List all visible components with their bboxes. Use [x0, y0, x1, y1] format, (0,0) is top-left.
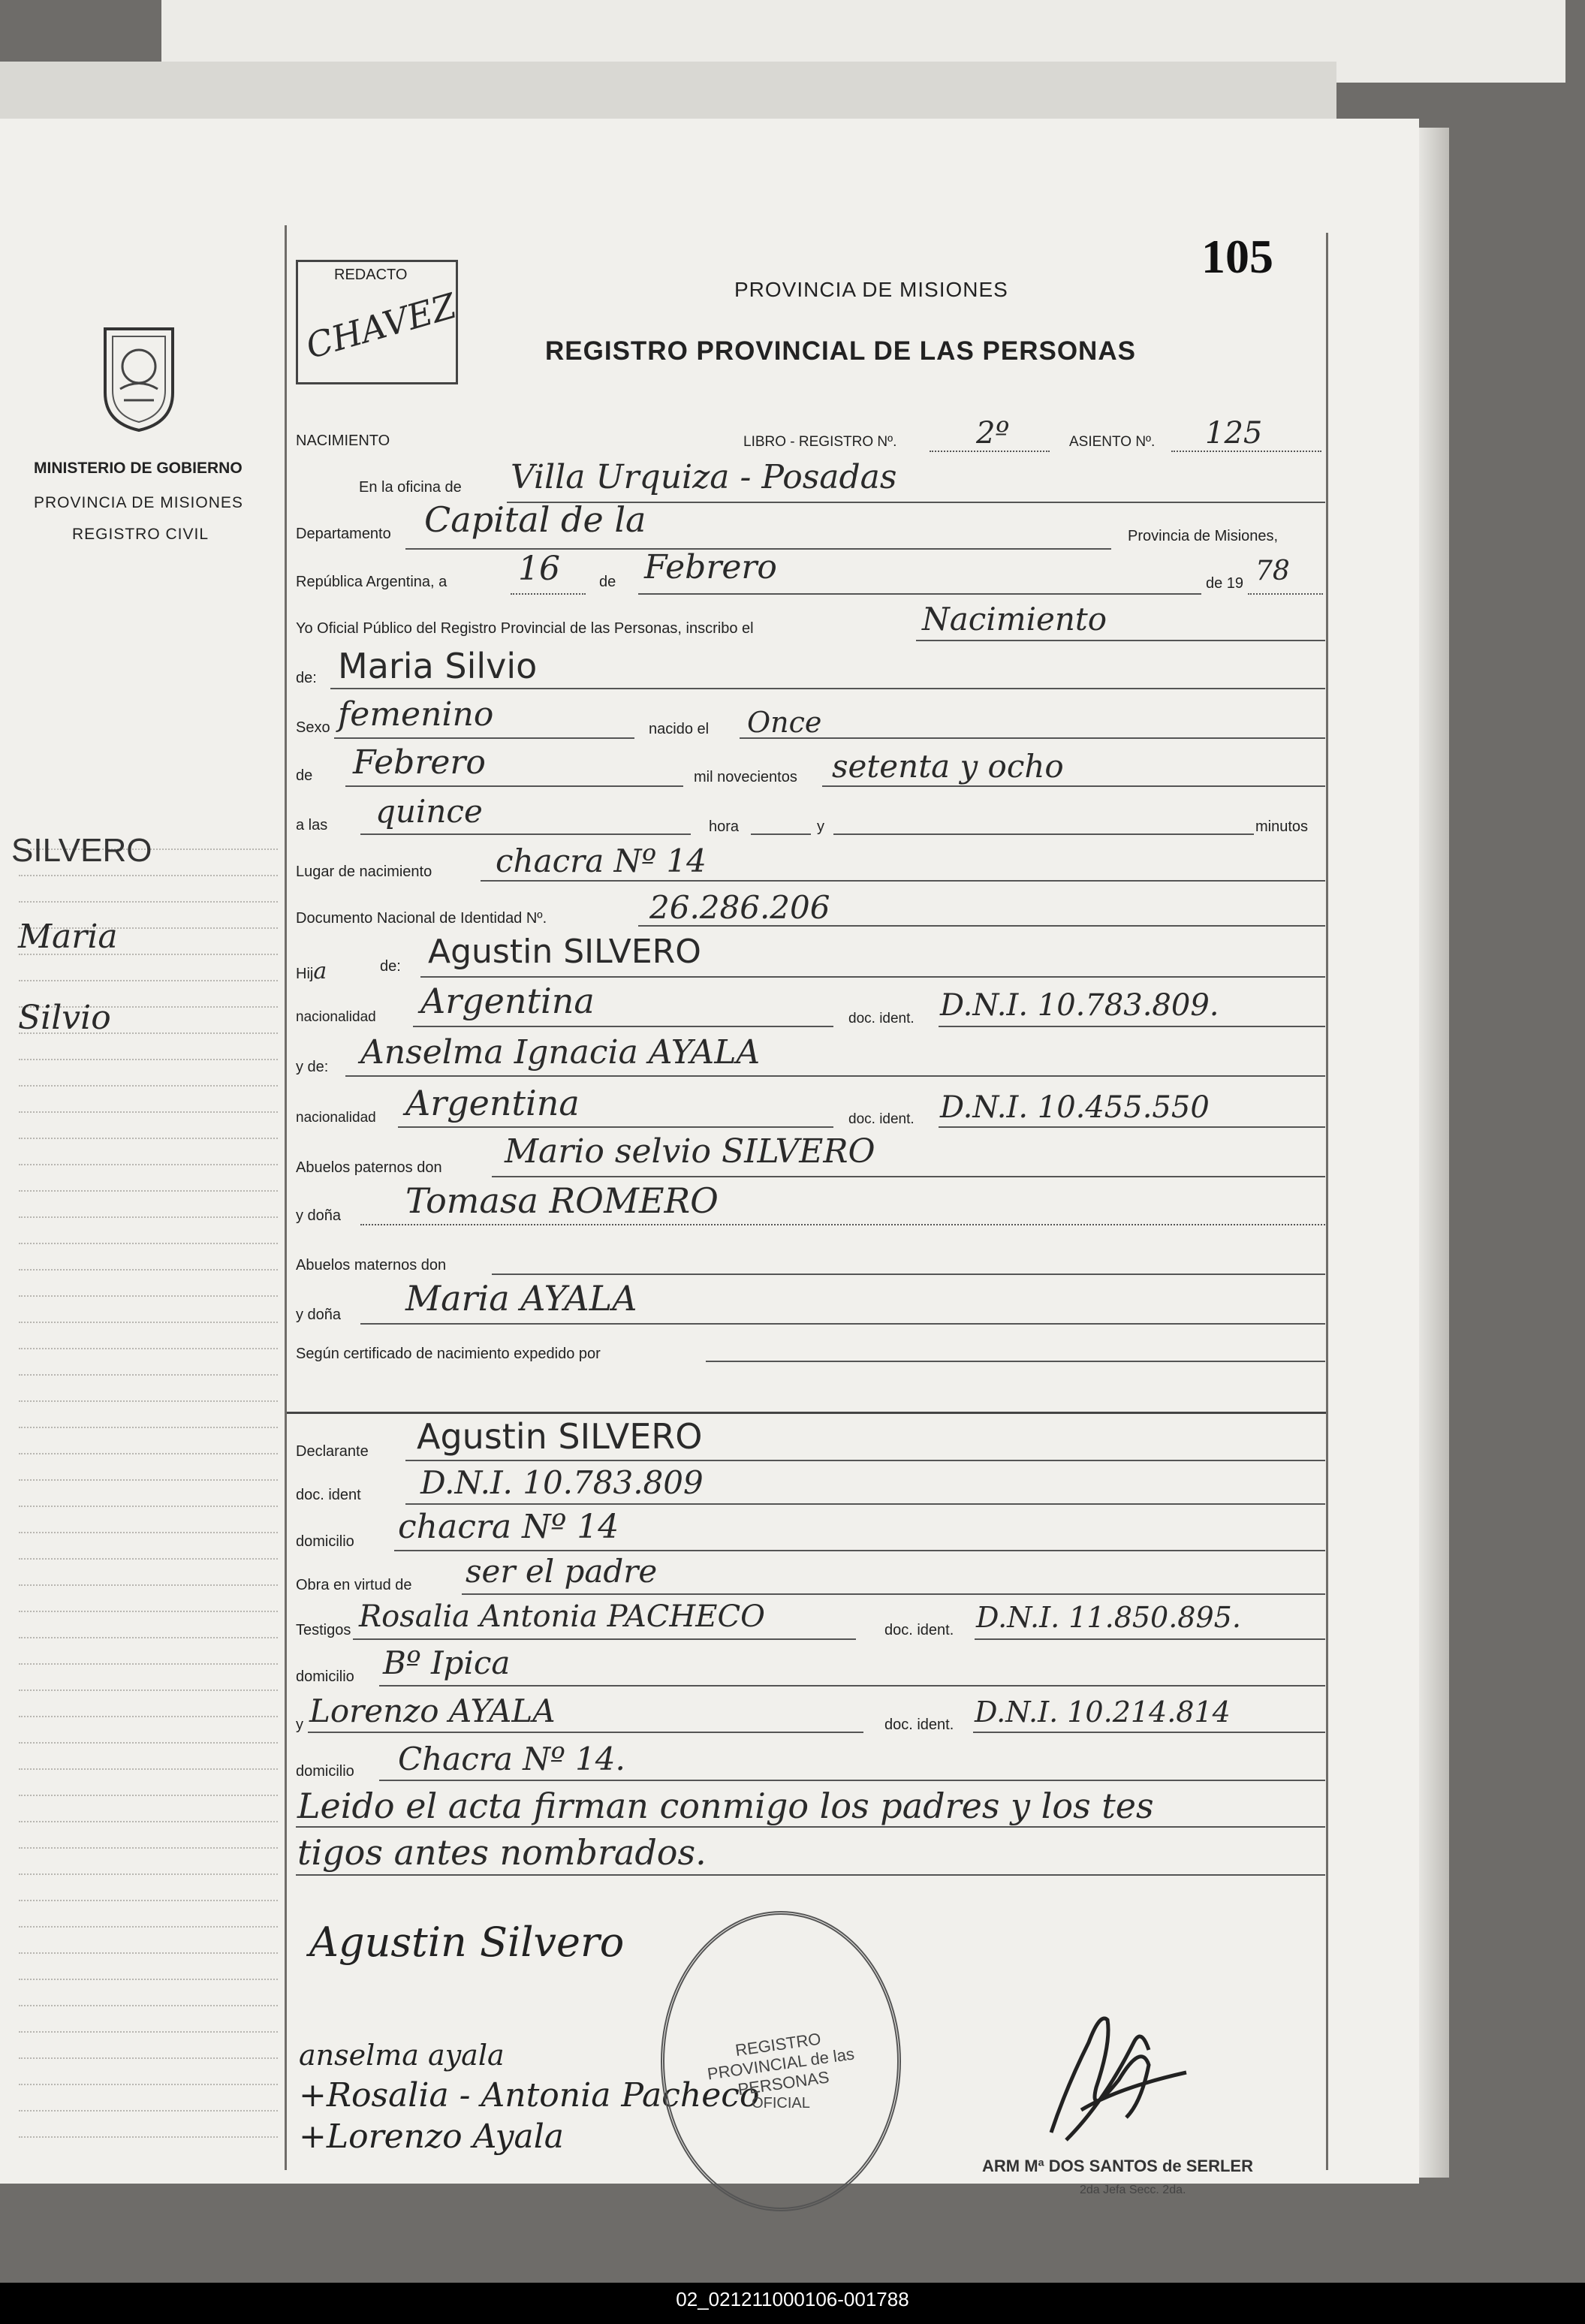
oficial-line: [916, 640, 1325, 641]
doc-ident-label: doc. ident.: [848, 1011, 915, 1026]
closing-line-1: Leido el acta firman conmigo los padres y los tes: [297, 1786, 1154, 1826]
declarante-value: Agustin SILVERO: [417, 1416, 703, 1457]
abuelos-maternos-label: Abuelos maternos don: [296, 1257, 447, 1274]
testigo2-doc-label: doc. ident.: [884, 1717, 954, 1733]
testigo2-doc: D.N.I. 10.214.814: [975, 1696, 1231, 1729]
nacido-line: [740, 737, 1325, 739]
margin-ruled-line: [19, 1269, 278, 1271]
domicilio-label-t2: domicilio: [296, 1763, 354, 1780]
madre-line: [345, 1075, 1325, 1077]
margin-ruled-line: [19, 1085, 278, 1087]
libro-value: 2º: [976, 416, 1010, 451]
sexo-line: [334, 737, 634, 739]
domicilio-label: domicilio: [296, 1533, 354, 1550]
signature-rosalia: +Rosalia - Antonia Pacheco: [299, 2076, 760, 2115]
margin-ruled-line: [19, 1479, 278, 1481]
republica-label: República Argentina, a: [296, 574, 447, 590]
declarante-doc-label: doc. ident: [296, 1487, 361, 1503]
abuela-materna-value: Maria AYALA: [405, 1278, 637, 1319]
testigo2-value: Lorenzo AYALA: [309, 1693, 556, 1729]
nacionalidad-label: nacionalidad: [296, 1009, 376, 1025]
lugar-line: [481, 880, 1325, 882]
lugar-value: chacra Nº 14: [496, 842, 707, 879]
madre-doc-line: [939, 1126, 1325, 1128]
segun-line: [706, 1361, 1325, 1362]
margin-ruled-line: [19, 1558, 278, 1560]
margin-ruled-line: [19, 1926, 278, 1928]
nacionalidad-label-2: nacionalidad: [296, 1110, 376, 1126]
hora-line: [360, 833, 691, 835]
ministry-line3: REGISTRO CIVIL: [72, 526, 209, 543]
alas-label: a las: [296, 817, 328, 833]
anio-line: [1248, 593, 1323, 595]
ydona-label-2: y doña: [296, 1307, 342, 1323]
margin-ruled-line: [19, 1138, 278, 1139]
minutos-label: minutos: [1255, 818, 1309, 835]
officer-name: ARM Mª DOS SANTOS de SERLER: [982, 2157, 1253, 2175]
ministry-line2: PROVINCIA DE MISIONES: [34, 494, 243, 511]
ydona-label: y doña: [296, 1207, 342, 1224]
abuela-paterna-value: Tomasa ROMERO: [405, 1180, 719, 1221]
segun-label: Según certificado de nacimiento expedido por: [296, 1346, 601, 1362]
margin-ruled-line: [19, 1059, 278, 1060]
obra-line: [462, 1593, 1325, 1595]
abuelos-paternos-label: Abuelos paternos don: [296, 1159, 442, 1176]
nombre-value: Maria Silvio: [338, 646, 538, 686]
official-seal: [661, 1911, 901, 2211]
dni-line: [638, 925, 1325, 927]
margin-ruled-line: [19, 1295, 278, 1297]
madre-nacionalidad: Argentina: [405, 1083, 580, 1123]
domicilio-value: chacra Nº 14: [398, 1508, 619, 1546]
section-separator: [287, 1412, 1326, 1414]
margin-ruled-line: [19, 1374, 278, 1376]
margin-ruled-line: [19, 1427, 278, 1428]
mes-line: [638, 593, 1201, 595]
lugar-label: Lugar de nacimiento: [296, 864, 432, 880]
asiento-line: [1171, 451, 1321, 452]
padre-line: [420, 976, 1325, 978]
margin-surname: SILVERO: [11, 832, 152, 869]
margin-ruled-line: [19, 1716, 278, 1717]
testigo2-doc-line: [973, 1732, 1325, 1733]
domicilio-label-t1: domicilio: [296, 1668, 354, 1685]
margin-ruled-line: [19, 1952, 278, 1954]
doc-ident-label-2: doc. ident.: [848, 1111, 915, 1127]
margin-ruled-line: [19, 1795, 278, 1796]
mes-nac-value: Febrero: [353, 743, 486, 782]
margin-ruled-line: [19, 1400, 278, 1402]
anio-nac-line: [822, 785, 1325, 787]
testigos-label: Testigos: [296, 1622, 351, 1638]
dni-value: 26.286.206: [649, 889, 830, 926]
testigo1-dom-line: [379, 1685, 1325, 1686]
testigo2-line: [308, 1732, 863, 1733]
dia-line: [511, 593, 586, 595]
asiento-label: ASIENTO Nº.: [1069, 434, 1156, 450]
de-label-2: de:: [296, 670, 317, 686]
closing-line-2-rule: [296, 1874, 1325, 1876]
crest-emblem: [90, 321, 188, 434]
nombre-line: [330, 688, 1325, 689]
margin-ruled-line: [19, 1663, 278, 1665]
declarante-label: Declarante: [296, 1443, 369, 1460]
margin-ruled-line: [19, 2084, 278, 2085]
margin-ruled-line: [19, 1821, 278, 1822]
hora-minutes-line: [751, 833, 811, 835]
de-label: de: [599, 574, 616, 590]
sexo-value: femenino: [338, 695, 494, 734]
margin-ruled-line: [19, 1873, 278, 1875]
padre-value: Agustin SILVERO: [428, 933, 701, 971]
testigo1-value: Rosalia Antonia PACHECO: [359, 1599, 765, 1634]
margin-ruled-line: [19, 2110, 278, 2111]
margin-ruled-line: [19, 980, 278, 981]
oficina-value: Villa Urquiza - Posadas: [511, 458, 897, 496]
declarante-line: [405, 1460, 1325, 1461]
margin-ruled-line: [19, 1348, 278, 1349]
hijo-de-label: de:: [380, 958, 401, 975]
abuela-paterna-line: [360, 1224, 1325, 1225]
seal-ring-text: REGISTRO PROVINCIAL de las PERSONAS: [706, 2029, 856, 2099]
margin-ruled-line: [19, 1900, 278, 1901]
seal-inner-text: OFICIAL: [752, 2095, 810, 2111]
margin-ruled-line: [19, 2057, 278, 2059]
anio-nac-value: setenta y ocho: [832, 748, 1064, 785]
provincia-label: Provincia de Misiones,: [1128, 528, 1279, 544]
margin-ruled-line: [19, 1979, 278, 1980]
dni-label: Documento Nacional de Identidad Nº.: [296, 910, 547, 927]
padre-nac-line: [413, 1026, 833, 1027]
margin-ruled-line: [19, 1322, 278, 1323]
margin-ruled-line: [19, 1164, 278, 1165]
nacido-value: Once: [747, 706, 822, 739]
departamento-value: Capital de la: [424, 499, 646, 540]
margin-ruled-line: [19, 1111, 278, 1113]
madre-doc: D.N.I. 10.455.550: [940, 1090, 1210, 1125]
dia-value: 16: [518, 550, 560, 588]
hijo-label: [296, 958, 327, 984]
registry-title: REGISTRO PROVINCIAL DE LAS PERSONAS: [545, 336, 1136, 366]
margin-ruled-line: [19, 1190, 278, 1192]
testigo2-domicilio: Chacra Nº 14.: [398, 1741, 625, 1777]
signature-lorenzo: +Lorenzo Ayala: [299, 2118, 565, 2156]
closing-line-1-rule: [296, 1826, 1325, 1828]
margin-ruled-line: [19, 901, 278, 903]
margin-ruled-line: [19, 1611, 278, 1612]
oficial-value: Nacimiento: [922, 601, 1107, 638]
padre-nacionalidad: Argentina: [420, 981, 595, 1021]
y-label-testigo: y: [296, 1717, 303, 1733]
margin-rule: [285, 225, 287, 2170]
right-rule: [1326, 233, 1328, 2170]
hijo-suffix: a: [313, 958, 327, 984]
de-label-3: de: [296, 767, 313, 784]
margin-ruled-line: [19, 2005, 278, 2006]
abuelo-paterno-line: [492, 1176, 1325, 1177]
obra-label: Obra en virtud de: [296, 1577, 412, 1593]
testigo1-doc-line: [975, 1638, 1325, 1640]
oficial-label: Yo Oficial Público del Registro Provincial de las Personas, inscribo el: [296, 620, 754, 637]
mes-nac-line: [345, 785, 683, 787]
libro-line: [930, 451, 1050, 452]
margin-ruled-line: [19, 875, 278, 876]
declarante-doc-line: [405, 1503, 1325, 1505]
margin-ruled-line: [19, 1689, 278, 1691]
hora-value: quince: [375, 793, 483, 830]
footer-filename: 02_021211000106-001788: [676, 2288, 909, 2310]
officer-signature-mark: [1036, 1997, 1201, 2159]
madre-value: Anselma Ignacia AYALA: [360, 1033, 761, 1072]
domicilio-line: [394, 1550, 1325, 1551]
page-number: 105: [1201, 230, 1273, 283]
declarante-doc-value: D.N.I. 10.783.809: [420, 1464, 704, 1501]
margin-ruled-line: [19, 1532, 278, 1533]
abuelo-paterno-value: Mario selvio SILVERO: [505, 1132, 875, 1171]
abuelo-materno-line: [492, 1274, 1325, 1275]
nacido-label: nacido el: [649, 721, 710, 737]
madre-nac-line: [398, 1126, 833, 1128]
margin-ruled-line: [19, 1453, 278, 1454]
margin-ruled-line: [19, 2136, 278, 2138]
province-heading: PROVINCIA DE MISIONES: [734, 278, 1008, 301]
ministry-line1: MINISTERIO DE GOBIERNO: [34, 460, 243, 477]
sexo-label: Sexo: [296, 719, 330, 736]
hora-label: hora: [709, 818, 740, 835]
margin-ruled-line: [19, 1506, 278, 1507]
officer-title: 2da Jefa Secc. 2da.: [1080, 2184, 1186, 2196]
asiento-value: 125: [1205, 416, 1263, 451]
mil-label: mil novecientos: [694, 769, 797, 785]
obra-value: ser el padre: [466, 1553, 658, 1590]
departamento-label: Departamento: [296, 526, 391, 542]
margin-name2: Silvio: [18, 999, 111, 1037]
book-edge: [0, 62, 1336, 124]
margin-ruled-line: [19, 1847, 278, 1849]
yde-label: y de:: [296, 1059, 329, 1075]
minutos-line: [833, 833, 1254, 835]
testigo1-doc: D.N.I. 11.850.895.: [976, 1601, 1241, 1634]
closing-line-2: tigos antes nombrados.: [297, 1832, 707, 1873]
redacto-name: CHAVEZ: [301, 285, 461, 367]
libro-label: LIBRO - REGISTRO Nº.: [743, 434, 897, 450]
hijo-label-text: Hij: [296, 966, 314, 982]
testigo1-line: [353, 1638, 856, 1640]
mes-value: Febrero: [644, 548, 777, 586]
padre-doc: D.N.I. 10.783.809.: [940, 988, 1219, 1023]
margin-ruled-line: [19, 1216, 278, 1218]
anio-label: de 19: [1206, 575, 1244, 592]
testigo1-domicilio: Bº Ipica: [383, 1644, 511, 1681]
redacto-label: REDACTO: [334, 267, 408, 283]
signature-anselma: anselma ayala: [299, 2039, 505, 2072]
margin-ruled-line: [19, 1768, 278, 1770]
signature-agustin: Agustin Silvero: [309, 1919, 625, 1966]
nacimiento-label: NACIMIENTO: [296, 433, 390, 449]
testigo1-doc-label: doc. ident.: [884, 1622, 954, 1638]
margin-ruled-line: [19, 1243, 278, 1244]
testigo2-dom-line: [379, 1780, 1325, 1781]
margin-ruled-line: [19, 1637, 278, 1638]
anio-value: 78: [1255, 556, 1290, 586]
margin-ruled-line: [19, 2031, 278, 2033]
margin-ruled-line: [19, 1584, 278, 1586]
abuela-materna-line: [360, 1323, 1325, 1325]
oficina-label: En la oficina de: [359, 479, 462, 496]
y-label: y: [817, 818, 824, 835]
padre-doc-line: [939, 1026, 1325, 1027]
redacto-stamp: [296, 260, 461, 384]
margin-name1: Maria: [18, 918, 118, 956]
margin-ruled-line: [19, 1742, 278, 1744]
page-edge: [1419, 128, 1449, 2178]
